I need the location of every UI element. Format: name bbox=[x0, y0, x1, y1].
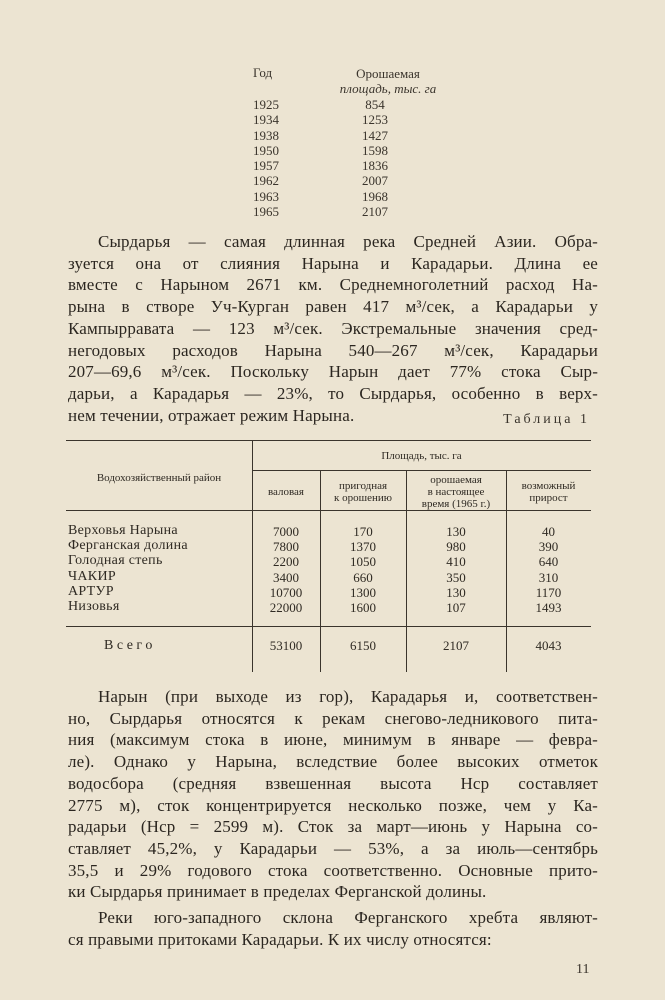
region-header: Водохозяйственный район bbox=[96, 472, 222, 484]
year-cell: 1963 bbox=[253, 188, 279, 204]
irrigated-header-line2: в настоящее bbox=[427, 486, 485, 498]
paragraph-line: 35,5 и 29% годового стока соответственно. Основные прито- bbox=[68, 860, 598, 880]
irrigated-header-line3: время (1965 г.) bbox=[421, 498, 491, 510]
page-number: 11 bbox=[576, 962, 590, 977]
paragraph-line: ки Сырдарья принимает в пределах Ферганской долины. bbox=[68, 882, 487, 902]
table-cell-suitable: 1600 bbox=[350, 600, 376, 615]
total-irrigated: 2107 bbox=[443, 638, 469, 653]
growth-header-line1: возможный bbox=[521, 480, 576, 492]
table-cell-suitable: 1370 bbox=[350, 539, 376, 555]
total-growth: 4043 bbox=[535, 638, 562, 653]
table-cell-suitable: 660 bbox=[353, 569, 373, 585]
paragraph-line: Сырдарья — самая длинная река Средней Азии. Обра- bbox=[98, 232, 598, 251]
table-row-region: Низовья bbox=[68, 599, 120, 614]
area-cell: 1598 bbox=[362, 142, 388, 158]
table-cell-gross: 22000 bbox=[269, 600, 303, 615]
table-cell-growth: 1493 bbox=[535, 600, 562, 615]
paragraph-line: радарьи (Нср = 2599 м). Сток за март—июнь у Нарына со- bbox=[68, 817, 598, 837]
year-cell: 1950 bbox=[253, 142, 279, 158]
paragraph-line: зуется она от слияния Нарына и Карадарьи. Длина ее bbox=[68, 253, 598, 273]
table-total-rule bbox=[66, 626, 591, 627]
table-top-rule bbox=[66, 440, 591, 441]
growth-header-line2: прирост bbox=[529, 492, 568, 504]
table-cell-irrigated: 980 bbox=[446, 539, 466, 555]
water-management-table bbox=[66, 440, 591, 672]
table-caption: Таблица 1 bbox=[503, 412, 590, 427]
gross-header: валовая bbox=[267, 486, 304, 498]
paragraph-line: 2775 м), сток концентрируется несколько позже, чем у Ка- bbox=[68, 795, 598, 815]
table-row-region: Ферганская долина bbox=[68, 538, 188, 554]
paragraph-line: но, Сырдарья относятся к рекам снегово-ледникового пита- bbox=[68, 708, 598, 728]
paragraph-line: дарьи, а Карадарья — 23%, то Сырдарья, особенно в верх- bbox=[68, 383, 598, 403]
table-header-rule bbox=[66, 510, 591, 511]
paragraph-regime bbox=[68, 686, 598, 903]
paragraph-line: ле). Однако у Нарына, вследствие более высоких отметок bbox=[68, 752, 598, 772]
area-cell: 1427 bbox=[362, 127, 388, 143]
table-row-region: Верховья Нарына bbox=[68, 523, 178, 538]
irrigated-header bbox=[406, 474, 506, 510]
paragraph-line: негодовых расходов Нарына 540—267 м³/сек, Карадарьи bbox=[68, 340, 598, 360]
table-cell-suitable: 1300 bbox=[350, 584, 376, 600]
table-cell-suitable: 170 bbox=[353, 524, 373, 539]
year-cell: 1965 bbox=[253, 204, 279, 220]
total-suitable: 6150 bbox=[350, 638, 376, 653]
paragraph-line: ставляет 45,2%, у Карадарьи — 53%, а за июль—сентябрь bbox=[68, 838, 598, 858]
table-row-region: ЧАКИР bbox=[68, 568, 116, 584]
table-cell-growth: 40 bbox=[542, 524, 555, 539]
year-cell: 1957 bbox=[253, 158, 279, 174]
paragraph-line: ния (максимум стока в июне, минимум в январе — февра- bbox=[68, 730, 598, 750]
table-cell-irrigated: 350 bbox=[446, 569, 466, 585]
table-cell-gross: 2200 bbox=[273, 554, 299, 570]
table-cell-gross: 3400 bbox=[273, 569, 299, 585]
year-column-header: Год bbox=[253, 65, 273, 80]
suitable-header-line2: к орошению bbox=[334, 492, 392, 504]
suitable-header bbox=[320, 480, 406, 504]
area-cell: 2107 bbox=[362, 204, 388, 220]
paragraph-line: рына в створе Уч-Курган равен 417 м³/сек, а Карадарьи у bbox=[68, 297, 598, 317]
table-cell-gross: 10700 bbox=[269, 584, 303, 600]
area-header-line1: Орошаемая bbox=[356, 66, 420, 81]
table-row-region: Голодная степь bbox=[68, 553, 163, 569]
paragraph-line: нем течении, отражает режим Нарына. bbox=[68, 405, 355, 425]
table-cell-gross: 7800 bbox=[273, 539, 299, 555]
area-column-header bbox=[313, 66, 463, 96]
area-cell: 2007 bbox=[362, 173, 388, 189]
paragraph-tributaries bbox=[68, 907, 598, 950]
total-row-label: Всего bbox=[104, 638, 156, 653]
table-cell-growth: 310 bbox=[538, 569, 559, 585]
table-cell-irrigated: 130 bbox=[446, 524, 466, 539]
table-cell-growth: 640 bbox=[538, 554, 559, 570]
paragraph-line: вместе с Нарыном 2671 км. Среднемноголетний расход На- bbox=[68, 275, 598, 295]
table-cell-irrigated: 107 bbox=[446, 600, 466, 615]
growth-header bbox=[506, 480, 591, 504]
table-cell-suitable: 1050 bbox=[350, 554, 376, 570]
area-cell: 854 bbox=[365, 97, 385, 112]
paragraph-line: 207—69,6 м³/сек. Поскольку Нарын дает 77% стока Сыр- bbox=[68, 362, 598, 382]
table-cell-growth: 390 bbox=[538, 539, 559, 555]
paragraph-line: Реки юго-западного склона Ферганского хребта являют- bbox=[98, 908, 598, 927]
year-cell: 1962 bbox=[253, 173, 279, 189]
paragraph-syrdarya-intro bbox=[68, 231, 598, 426]
irrigated-header-line1: орошаемая bbox=[430, 474, 482, 486]
year-cell: 1925 bbox=[253, 97, 279, 112]
paragraph-line: ся правыми притоками Карадарьи. К их числу относятся: bbox=[68, 929, 492, 949]
suitable-header-line1: пригодная bbox=[338, 480, 388, 492]
total-gross: 53100 bbox=[269, 638, 303, 653]
table-cell-growth: 1170 bbox=[535, 584, 562, 600]
area-cell: 1968 bbox=[362, 188, 388, 204]
area-cell: 1253 bbox=[362, 112, 388, 128]
table-cell-irrigated: 410 bbox=[446, 554, 466, 570]
table-subheader-rule bbox=[252, 470, 591, 471]
area-group-header-text: Площадь, тыс. га bbox=[381, 450, 462, 462]
area-group-header bbox=[252, 450, 591, 462]
table-cell-irrigated: 130 bbox=[446, 584, 466, 600]
year-cell: 1934 bbox=[253, 112, 279, 128]
area-cell: 1836 bbox=[362, 158, 388, 174]
paragraph-line: водосбора (средняя взвешенная высота Нср составляет bbox=[68, 773, 598, 793]
paragraph-line: Нарын (при выходе из гор), Карадарья и, соответствен- bbox=[98, 687, 598, 706]
table-cell-gross: 7000 bbox=[273, 524, 299, 539]
table-row-region: АРТУР bbox=[68, 583, 114, 599]
area-header-line2: площадь, тыс. га bbox=[339, 81, 437, 96]
paragraph-line: Кампырравата — 123 м³/сек. Экстремальные значения сред- bbox=[68, 318, 598, 338]
year-cell: 1938 bbox=[253, 127, 279, 143]
